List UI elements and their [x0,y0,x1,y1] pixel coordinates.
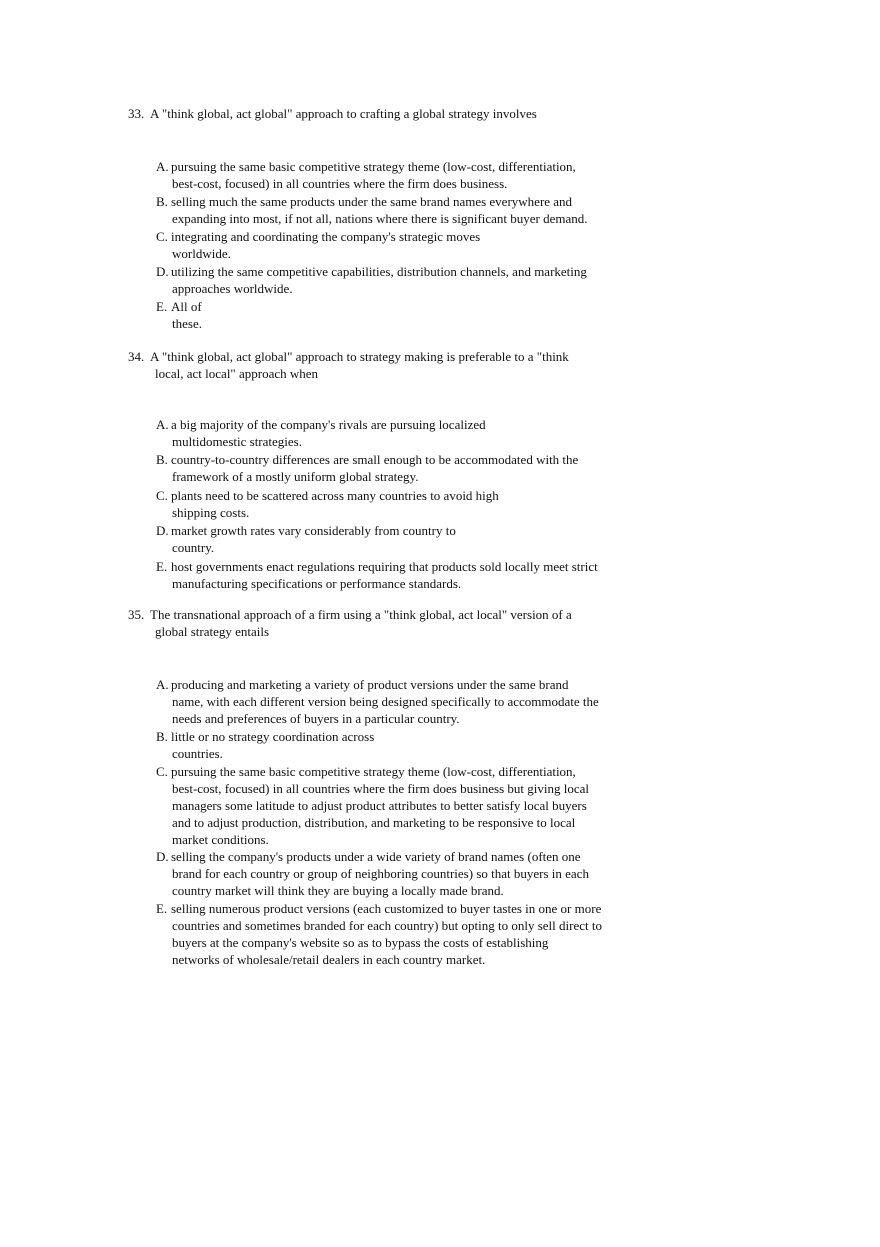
option-text: pursuing the same basic competitive strategy theme (low-cost, differentiation, [171,159,576,174]
option-text: pursuing the same basic competitive strategy theme (low-cost, differentiation, [171,764,576,779]
option-text: shipping costs. [172,505,250,520]
option-letter: D. [156,523,169,538]
question-34-option-b [156,451,578,485]
option-letter: E. [156,901,168,916]
option-text: a big majority of the company's rivals are pursuing localized [171,417,486,432]
stem-line: global strategy entails [155,624,270,639]
option-text: host governments enact regulations requiring that products sold locally meet strict [171,559,598,574]
option-text: utilizing the same competitive capabilities, distribution channels, and marketing [171,264,587,279]
option-text: needs and preferences of buyers in a particular country. [172,711,460,726]
option-text: best-cost, focused) in all countries where the firm does business but giving local [172,781,589,796]
option-text: framework of a mostly uniform global strategy. [172,469,419,484]
option-text: little or no strategy coordination across [171,729,375,744]
option-text: country-to-country differences are small enough to be accommodated with the [171,452,579,467]
option-text: managers some latitude to adjust product attributes to better satisfy local buyers [172,798,587,813]
option-letter: A. [156,417,169,432]
option-text: networks of wholesale/retail dealers in each country market. [172,952,486,967]
option-text: multidomestic strategies. [172,434,302,449]
question-33-option-e [156,298,202,332]
option-text: approaches worldwide. [172,281,293,296]
option-text: All of [171,299,202,314]
question-35-option-a [156,676,599,727]
option-letter: C. [156,764,168,779]
option-text: countries and sometimes branded for each country) but opting to only sell direct to [172,918,602,933]
option-letter: E. [156,559,168,574]
question-35-option-c [156,763,589,848]
option-text: selling much the same products under the same brand names everywhere and [171,194,573,209]
question-33-option-a [156,158,576,192]
option-text: producing and marketing a variety of product versions under the same brand [171,677,569,692]
stem-line: A "think global, act global" approach to strategy making is preferable to a "think [150,349,569,364]
option-letter: C. [156,229,168,244]
option-text: selling numerous product versions (each customized to buyer tastes in one or more [171,901,602,916]
option-text: and to adjust production, distribution, and marketing to be responsive to local [172,815,576,830]
option-letter: A. [156,677,169,692]
question-35-option-d [156,848,589,899]
question-35-option-e [156,900,602,968]
option-text: integrating and coordinating the company's strategic moves [171,229,481,244]
option-letter: B. [156,452,168,467]
question-34-option-d [156,522,456,556]
question-34-option-a [156,416,486,450]
question-33-option-d [156,263,587,297]
option-letter: B. [156,194,168,209]
option-text: market growth rates vary considerably from country to [171,523,456,538]
option-text: name, with each different version being designed specifically to accommodate the [172,694,599,709]
option-text: countries. [172,746,223,761]
option-text: manufacturing specifications or performance standards. [172,576,462,591]
stem-line: local, act local" approach when [155,366,319,381]
option-text: country market will think they are buying a locally made brand. [172,883,504,898]
question-33-option-c [156,228,480,262]
option-letter: C. [156,488,168,503]
option-text: best-cost, focused) in all countries where the firm does business. [172,176,508,191]
option-letter: D. [156,264,169,279]
question-number: 34. [128,349,145,364]
option-text: selling the company's products under a wide variety of brand names (often one [171,849,581,864]
question-35-stem [128,606,668,640]
question-34-option-e [156,558,598,592]
option-text: these. [172,316,202,331]
question-34-stem [128,348,668,382]
option-letter: E. [156,299,168,314]
stem-line: The transnational approach of a firm using a "think global, act local" version of a [150,607,572,622]
option-text: expanding into most, if not all, nations where there is significant buyer demand. [172,211,588,226]
option-letter: A. [156,159,169,174]
stem-line: A "think global, act global" approach to crafting a global strategy involves [150,106,537,121]
question-35-option-b [156,728,374,762]
question-33-option-b [156,193,588,227]
option-text: brand for each country or group of neighboring countries) so that buyers in each [172,866,589,881]
option-text: worldwide. [172,246,231,261]
question-number: 33. [128,106,145,121]
option-text: market conditions. [172,832,269,847]
option-letter: D. [156,849,169,864]
option-letter: B. [156,729,168,744]
question-33-stem [128,105,668,122]
option-text: buyers at the company's website so as to bypass the costs of establishing [172,935,549,950]
question-number: 35. [128,607,145,622]
question-34-option-c [156,487,499,521]
option-text: plants need to be scattered across many countries to avoid high [171,488,499,503]
option-text: country. [172,540,215,555]
